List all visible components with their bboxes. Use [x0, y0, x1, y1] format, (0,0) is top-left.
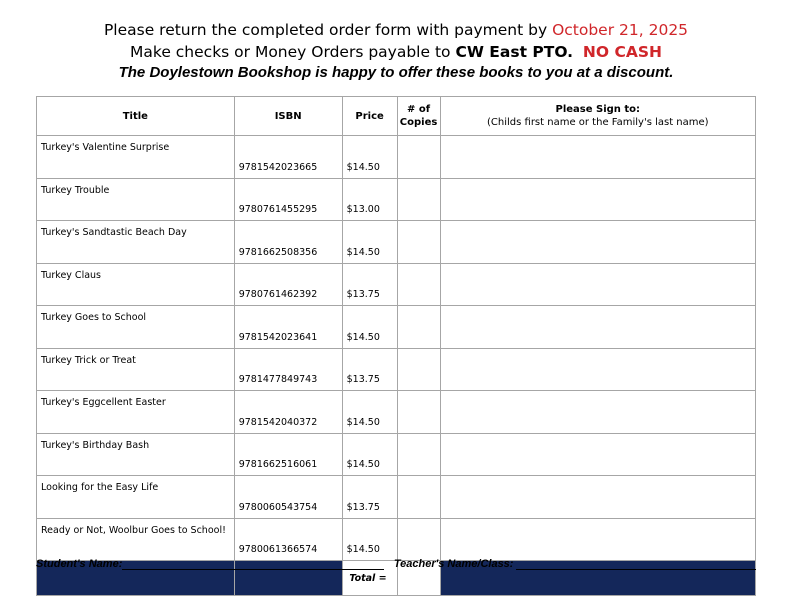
- payment-instruction: [0, 41, 792, 63]
- book-title: Turkey's Valentine Surprise: [37, 136, 235, 179]
- book-title: Turkey Goes to School: [37, 306, 235, 349]
- book-isbn: 9781662508356: [234, 221, 342, 264]
- book-row: [37, 263, 756, 306]
- book-isbn: 9780061366574: [234, 518, 342, 561]
- book-isbn: 9781477849743: [234, 348, 342, 391]
- book-title: Turkey's Birthday Bash: [37, 433, 235, 476]
- book-row: [37, 391, 756, 434]
- sign-to-field[interactable]: [440, 518, 755, 561]
- book-price: $14.50: [342, 518, 397, 561]
- book-title: Turkey Claus: [37, 263, 235, 306]
- book-title: Turkey's Sandtastic Beach Day: [37, 221, 235, 264]
- return-text: Please return the completed order form with payment by: [103, 21, 553, 39]
- payee-name: CW East PTO.: [455, 43, 574, 61]
- book-price: $13.75: [342, 348, 397, 391]
- sign-to-field[interactable]: [440, 136, 755, 179]
- sign-header-line2: (Childs first name or the Family's last name): [487, 117, 709, 128]
- copies-field[interactable]: [397, 391, 440, 434]
- book-price: $14.50: [342, 391, 397, 434]
- deadline-date: October 21, 2025: [552, 21, 689, 39]
- book-price: $13.00: [342, 178, 397, 221]
- copies-field[interactable]: [397, 221, 440, 264]
- copies-field[interactable]: [397, 518, 440, 561]
- book-row: [37, 433, 756, 476]
- book-isbn: 9781542023641: [234, 306, 342, 349]
- book-isbn: 9781542040372: [234, 391, 342, 434]
- book-isbn: 9780761462392: [234, 263, 342, 306]
- book-price: $13.75: [342, 263, 397, 306]
- teacher-name-label: Teacher's Name/Class:: [393, 558, 514, 570]
- book-title: Turkey Trouble: [37, 178, 235, 221]
- book-price: $14.50: [342, 433, 397, 476]
- book-isbn: 9781542023665: [234, 136, 342, 179]
- book-price: $14.50: [342, 136, 397, 179]
- return-instruction: [0, 20, 792, 40]
- form-header: [0, 20, 792, 82]
- book-row: [37, 348, 756, 391]
- sign-to-field[interactable]: [440, 476, 755, 519]
- sign-to-field[interactable]: [440, 221, 755, 264]
- col-title-header: Title: [37, 97, 235, 136]
- book-row: [37, 518, 756, 561]
- book-isbn: 9780060543754: [234, 476, 342, 519]
- teacher-name-field[interactable]: [516, 559, 756, 570]
- book-isbn: 9780761455295: [234, 178, 342, 221]
- book-title: Looking for the Easy Life: [37, 476, 235, 519]
- book-row: [37, 476, 756, 519]
- book-row: [37, 306, 756, 349]
- no-cash-warning: NO CASH: [582, 43, 662, 61]
- header-row: [37, 97, 756, 136]
- book-price: $13.75: [342, 476, 397, 519]
- copies-field[interactable]: [397, 178, 440, 221]
- book-price: $14.50: [342, 306, 397, 349]
- copies-field[interactable]: [397, 476, 440, 519]
- col-price-header: Price: [342, 97, 397, 136]
- sign-to-field[interactable]: [440, 306, 755, 349]
- book-row: [37, 221, 756, 264]
- total-label: Total =: [342, 561, 397, 596]
- copies-field[interactable]: [397, 136, 440, 179]
- payable-text: Make checks or Money Orders payable to: [130, 43, 456, 61]
- student-name-label: Student's Name:: [36, 558, 123, 570]
- book-row: [37, 178, 756, 221]
- bookshop-offer: The Doylestown Bookshop is happy to offer these books to you at a discount.: [118, 64, 674, 81]
- copies-header-line2: Copies: [399, 117, 438, 128]
- order-table: [36, 96, 756, 596]
- book-price: $14.50: [342, 221, 397, 264]
- sign-header-line1: Please Sign to:: [555, 104, 641, 115]
- col-copies-header: [397, 97, 440, 136]
- col-sign-header: [440, 97, 755, 136]
- copies-field[interactable]: [397, 348, 440, 391]
- sign-to-field[interactable]: [440, 348, 755, 391]
- sign-to-field[interactable]: [440, 263, 755, 306]
- copies-field[interactable]: [397, 263, 440, 306]
- sign-to-field[interactable]: [440, 433, 755, 476]
- book-title: Turkey Trick or Treat: [37, 348, 235, 391]
- book-title: Ready or Not, Woolbur Goes to School!: [37, 518, 235, 561]
- copies-field[interactable]: [397, 433, 440, 476]
- book-row: [37, 136, 756, 179]
- book-title: Turkey's Eggcellent Easter: [37, 391, 235, 434]
- copies-header-line1: # of: [407, 104, 431, 115]
- student-name-field[interactable]: [122, 559, 384, 570]
- sign-to-field[interactable]: [440, 178, 755, 221]
- signature-footer: [36, 558, 756, 570]
- sign-to-field[interactable]: [440, 391, 755, 434]
- copies-field[interactable]: [397, 306, 440, 349]
- col-isbn-header: ISBN: [234, 97, 342, 136]
- book-isbn: 9781662516061: [234, 433, 342, 476]
